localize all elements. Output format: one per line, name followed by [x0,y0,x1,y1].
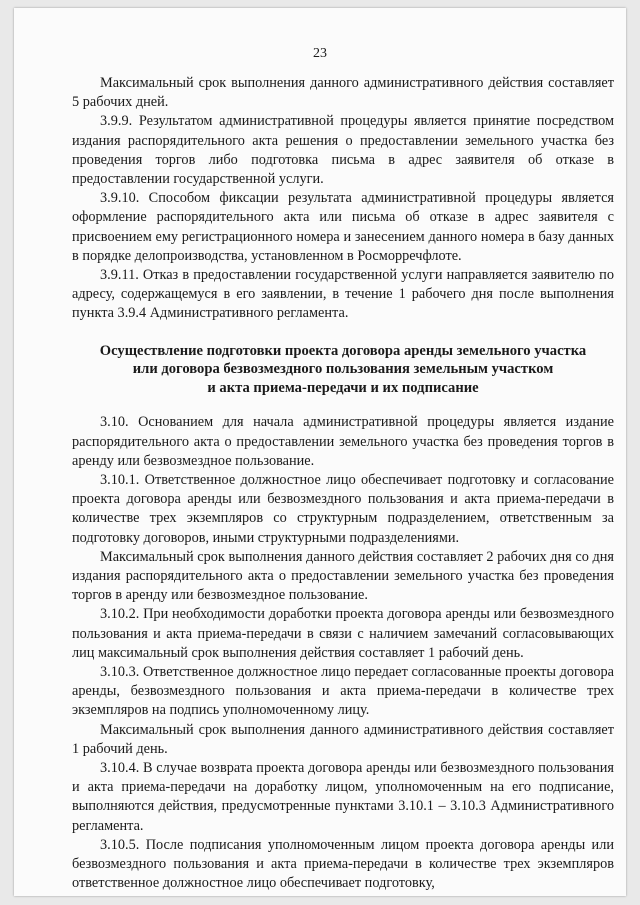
paragraph: 3.9.9. Результатом административной процедуры является принятие посредством издания распорядительного акта решения о предоставлении земельного участка без проведения торгов либо подготовка письма в адрес заявителя об отказе в предоставлении государственной услуги. [72,113,614,188]
paragraph: 3.10.2. При необходимости доработки проекта договора аренды или безвозмездного пользования и акта приема-передачи в связи с наличием замечаний согласовывающих лиц максимальный срок выполнения действия составляет 1 рабочий день. [72,606,614,661]
paragraph: 3.10.3. Ответственное должностное лицо передает согласованные проекты договора аренды, безвозмездного пользования и акта приема-передачи в количестве трех экземпляров на подпись уполномоченному лицу. [72,664,614,719]
paragraph: 3.9.10. Способом фиксации результата административной процедуры является оформление распорядительного акта или письма об отказе в адрес заявителя с присвоением ему регистрационного номера и занесением данного номера в базу данных в порядке делопроизводства, установленном в Росморречфлоте. [72,190,614,264]
paragraph: 3.10.1. Ответственное должностное лицо обеспечивает подготовку и согласование проекта договора аренды или безвозмездного пользования и акта приема-передачи в количестве трех экземпляров со структурным подразделением, ответственным за подготовку договоров, иными структурными подразделениями. [72,472,614,546]
document-page [14,8,626,896]
document-body [72,74,614,894]
section-title-line: и акта приема-передачи и их подписание [207,379,479,396]
page-number: 23 [313,46,327,61]
paragraph: 3.9.11. Отказ в предоставлении государственной услуги направляется заявителю по адресу, содержащемуся в его заявлении, в течение 1 рабочего дня после выполнения пункта 3.9.4 Административного регламента. [72,267,614,322]
section-title-line: Осуществление подготовки проекта договора аренды земельного участка [99,342,587,359]
section-title-line: или договора безвозмездного пользования земельным участком [132,361,554,378]
paragraph: Максимальный срок выполнения данного административного действия составляет 5 рабочих дней. [72,75,614,111]
paragraph: 3.10.5. После подписания уполномоченным лицом проекта договора аренды или безвозмездного пользования и акта приема-передачи в количестве трех экземпляров ответственное должностное лицо обеспечивает подготовку, [72,836,614,892]
paragraph: Максимальный срок выполнения данного действия составляет 2 рабочих дня со дня издания распорядительного акта о предоставлении земельного участка без проведения торгов в аренду или безвозмездное пользование. [72,548,614,604]
paragraph: 3.10.4. В случае возврата проекта договора аренды или безвозмездного пользования и акта приема-передачи на доработку лицом, уполномоченным на его подписание, выполняются действия, предусмотренные пунктами 3.10.1 – 3.10.3 Административного регламента. [72,760,614,834]
paragraph: Максимальный срок выполнения данного административного действия составляет 1 рабочий день. [72,721,614,757]
paragraph: 3.10. Основанием для начала административной процедуры является издание распорядительного акта о предоставлении земельного участка без проведения торгов в аренду или безвозмездное пользование. [72,414,614,469]
section-title [72,342,614,398]
